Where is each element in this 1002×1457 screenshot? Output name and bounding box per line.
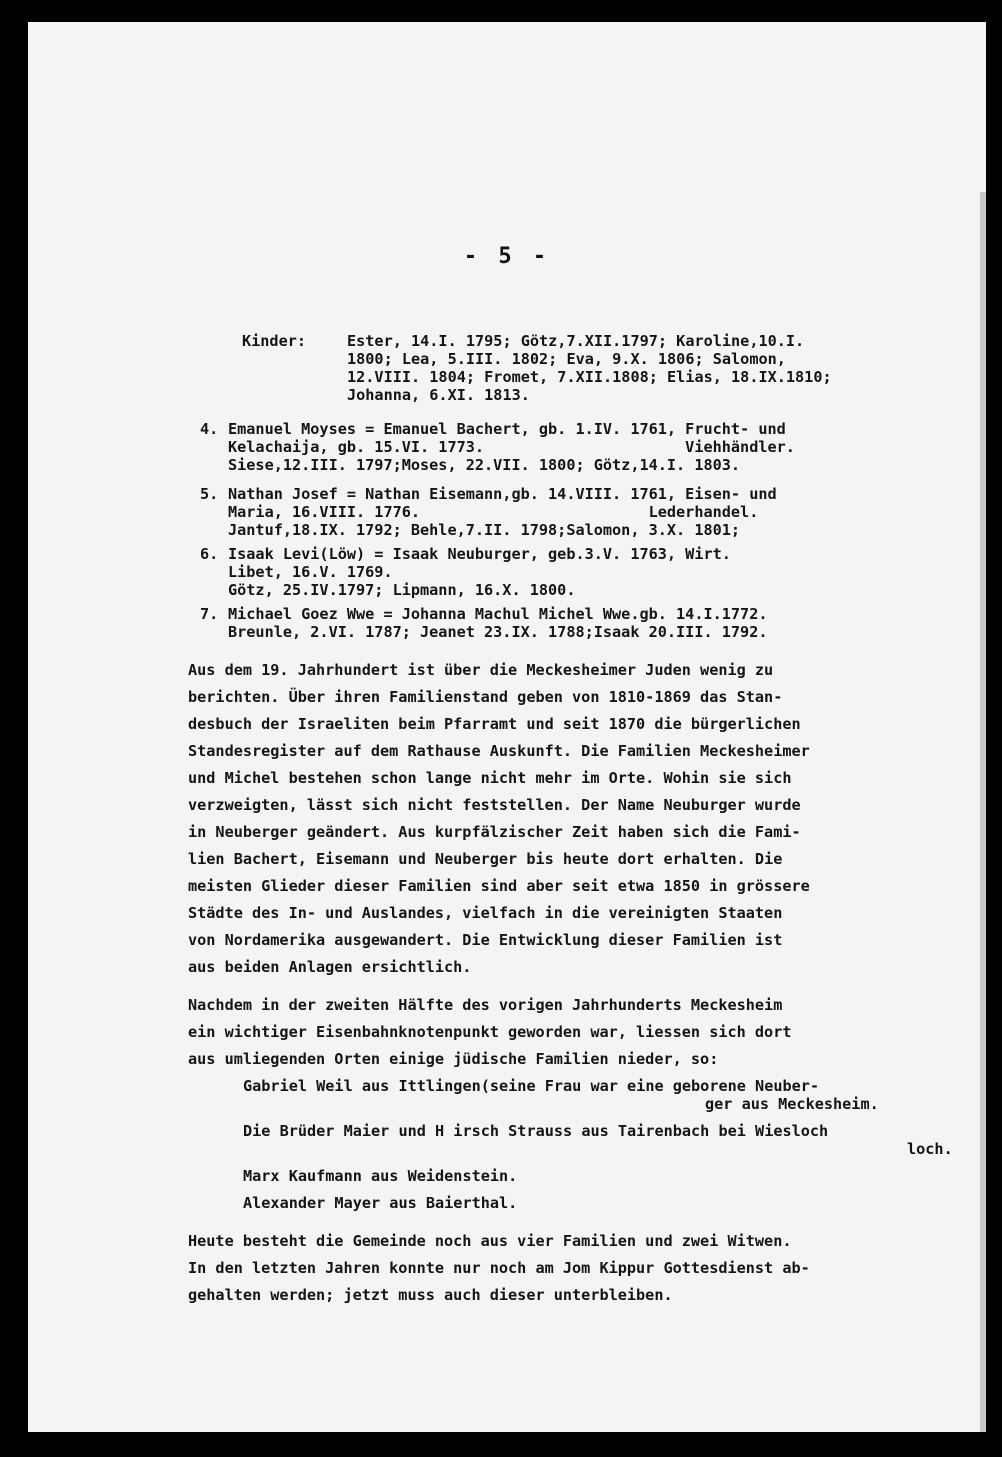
paragraph-line: und Michel bestehen schon lange nicht mehr im Orte. Wohin sie sich [188, 769, 792, 787]
entry-line: Libet, 16.V. 1769. [228, 563, 393, 581]
paragraph-line: ein wichtiger Eisenbahnknotenpunkt geworden war, liessen sich dort [188, 1023, 792, 1041]
entry-line: Götz, 25.IV.1797; Lipmann, 16.X. 1800. [228, 581, 576, 599]
document-page [28, 22, 986, 1432]
paragraph-line: aus umliegenden Orten einige jüdische Familien nieder, so: [188, 1050, 719, 1068]
paragraph-line: aus beiden Anlagen ersichtlich. [188, 958, 472, 976]
entry-line: Breunle, 2.VI. 1787; Jeanet 23.IX. 1788;Isaak 20.III. 1792. [228, 623, 768, 641]
entry-line: Nathan Josef = Nathan Eisemann,gb. 14.VIII. 1761, Eisen- und [228, 485, 777, 503]
entry-line: Kelachaija, gb. 15.VI. 1773. Viehhändler. [228, 438, 795, 456]
paragraph-line: Städte des In- und Auslandes, vielfach in die vereinigten Staaten [188, 904, 783, 922]
family-entry-continuation: loch. [907, 1140, 953, 1158]
paragraph-line: Heute besteht die Gemeinde noch aus vier Familien und zwei Witwen. [188, 1232, 792, 1250]
paragraph-line: in Neuberger geändert. Aus kurpfälzischer Zeit haben sich die Fami- [188, 823, 801, 841]
kinder-line: 1800; Lea, 5.III. 1802; Eva, 9.X. 1806; Salomon, [347, 350, 786, 368]
entry-line: Maria, 16.VIII. 1776. Lederhandel. [228, 503, 759, 521]
paragraph-line: lien Bachert, Eisemann und Neuberger bis heute dort erhalten. Die [188, 850, 783, 868]
entry-number: 5. [200, 485, 219, 503]
paragraph-line: von Nordamerika ausgewandert. Die Entwicklung dieser Familien ist [188, 931, 783, 949]
entry-number: 6. [200, 545, 219, 563]
entry-number: 4. [200, 420, 219, 438]
family-entry-continuation: ger aus Meckesheim. [705, 1095, 879, 1113]
entry-line: Jantuf,18.IX. 1792; Behle,7.II. 1798;Salomon, 3.X. 1801; [228, 521, 741, 539]
entry-line: Siese,12.III. 1797;Moses, 22.VII. 1800; Götz,14.I. 1803. [228, 456, 741, 474]
paragraph-line: In den letzten Jahren konnte nur noch am Jom Kippur Gottesdienst ab- [188, 1259, 810, 1277]
page-number: - 5 - [463, 244, 551, 269]
family-entry: Die Brüder Maier und H irsch Strauss aus Tairenbach bei Wiesloch [243, 1122, 829, 1140]
paragraph-line: meisten Glieder dieser Familien sind aber seit etwa 1850 in grössere [188, 877, 810, 895]
entry-line: Isaak Levi(Löw) = Isaak Neuburger, geb.3.V. 1763, Wirt. [228, 545, 731, 563]
paragraph-line: Standesregister auf dem Rathause Auskunft. Die Familien Meckesheimer [188, 742, 810, 760]
family-entry: Gabriel Weil aus Ittlingen(seine Frau war eine geborene Neuber- [243, 1077, 820, 1095]
entry-line: Michael Goez Wwe = Johanna Machul Michel Wwe.gb. 14.I.1772. [228, 605, 768, 623]
family-entry: Alexander Mayer aus Baierthal. [243, 1194, 518, 1212]
paragraph-line: desbuch der Israeliten beim Pfarramt und seit 1870 die bürgerlichen [188, 715, 801, 733]
entry-line: Emanuel Moyses = Emanuel Bachert, gb. 1.IV. 1761, Frucht- und [228, 420, 786, 438]
entry-number: 7. [200, 605, 219, 623]
family-entry: Marx Kaufmann aus Weidenstein. [243, 1167, 518, 1185]
paragraph-line: gehalten werden; jetzt muss auch dieser unterbleiben. [188, 1286, 673, 1304]
kinder-label: Kinder: [242, 332, 307, 350]
paragraph-line: berichten. Über ihren Familienstand geben von 1810-1869 das Stan- [188, 688, 783, 706]
paragraph-line: verzweigten, lässt sich nicht feststellen. Der Name Neuburger wurde [188, 796, 801, 814]
kinder-line: Johanna, 6.XI. 1813. [347, 386, 530, 404]
kinder-line: 12.VIII. 1804; Fromet, 7.XII.1808; Elias, 18.IX.1810; [347, 368, 832, 386]
kinder-line: Ester, 14.I. 1795; Götz,7.XII.1797; Karoline,10.I. [347, 332, 805, 350]
paragraph-line: Aus dem 19. Jahrhundert ist über die Meckesheimer Juden wenig zu [188, 661, 774, 679]
paragraph-line: Nachdem in der zweiten Hälfte des vorigen Jahrhunderts Meckesheim [188, 996, 783, 1014]
